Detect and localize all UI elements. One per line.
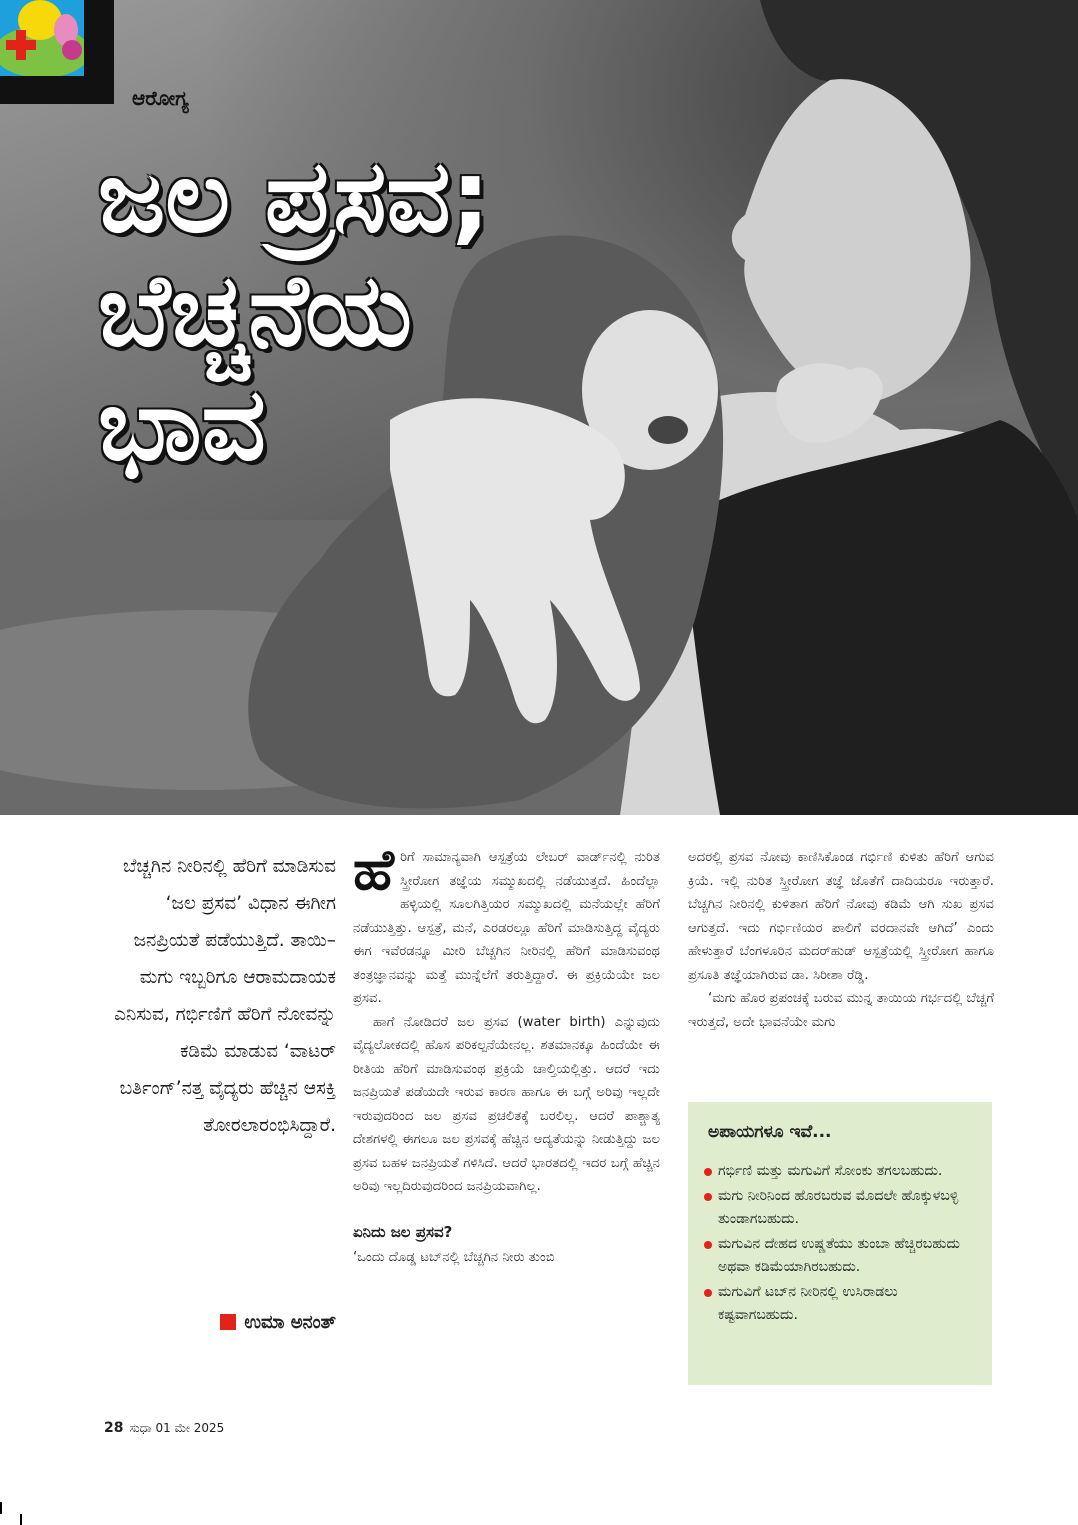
paragraph: ‘ಒಂದು ದೊಡ್ಡ ಟಬ್‌ನಲ್ಲಿ ಬೆಚ್ಚಗಿನ ನೀರು ತುಂಬಿ: [353, 1250, 555, 1265]
risks-sidebar-box: [688, 1102, 992, 1385]
subheading: ಏನಿದು ಜಲ ಪ್ರಸವ?: [353, 1222, 453, 1241]
title-line-2: ಬೆಚ್ಚನೆಯ: [98, 252, 412, 369]
list-item: ಮಗು ನೀರಿನಿಂದ ಹೊರಬರುವ ಮೊದಲೇ ಹೊಕ್ಕುಳಬಳ್ಳಿ ತುಂಡಾಗಬಹುದು.: [704, 1185, 976, 1231]
magazine-issue: ಸುಧಾ 01 ಮೇ 2025: [129, 1421, 225, 1435]
paragraph: ಅದರಲ್ಲಿ ಪ್ರಸವ ನೋವು ಕಾಣಿಸಿಕೊಂಡ ಗರ್ಭಿಣಿ ಕುಳಿತು ಹೆರಿಗೆ ಆಗುವ ಕ್ರಿಯೆ. ಇಲ್ಲಿ ನುರಿತ ಸ್ತ್ರೀರೋಗ ತಜ್ಞೆ ಜೊತೆಗೆ ದಾದಿಯರೂ ಇರುತ್ತಾರೆ. ಬೆಚ್ಚಗಿನ ನೀರಿನಲ್ಲಿ ಕುಳಿತಾಗ ಹೆರಿಗೆ ನೋವು ಕಡಿಮೆ ಆಗಿ ಸುಖ ಪ್ರಸವ ಆಗುತ್ತದೆ. ಇದು ಗರ್ಭಿಣಿಯರ ಪಾಲಿಗೆ ವರದಾನವೇ ಆಗಿದೆ’ ಎಂದು ಹೇಳುತ್ತಾರೆ ಬೆಂಗಳೂರಿನ ಮದರ್‌ಹುಡ್ ಆಸ್ಪತ್ರೆಯಲ್ಲಿ ಸ್ತ್ರೀರೋಗ ಹಾಗೂ ಪ್ರಸೂತಿ ತಜ್ಞೆಯಾಗಿರುವ ಡಾ. ಸಿರೀಶಾ ರೆಡ್ಡಿ.: [688, 850, 994, 983]
article-title: [98, 140, 618, 482]
paragraph: [353, 838, 660, 1011]
list-item: ಮಗುವಿಗೆ ಟಬ್‌ನ ನೀರಿನಲ್ಲಿ ಉಸಿರಾಡಲು ಕಷ್ಟವಾಗಬಹುದು.: [704, 1281, 976, 1327]
health-section-logo: [0, 0, 84, 76]
body-column-1: [353, 838, 660, 1270]
paragraph: ಹಾಗೆ ನೋಡಿದರೆ ಜಲ ಪ್ರಸವ (water birth) ಎನ್ನುವುದು ವೈದ್ಯಲೋಕದಲ್ಲಿ ಹೊಸ ಪರಿಕಲ್ಪನೆಯೇನಲ್ಲ. ಶತಮಾನಕ್ಕೂ ಹಿಂದೆಯೇ ಈ ರೀತಿಯ ಹೆರಿಗೆ ಮಾಡಿಸುವಂಥ ಪ್ರಕ್ರಿಯೆ ಚಾಲ್ತಿಯಲ್ಲಿತ್ತು. ಆದರೆ ಇದು ಜನಪ್ರಿಯತೆ ಪಡೆಯದೇ ಇರುವ ಕಾರಣ ಹಾಗೂ ಈ ಬಗ್ಗೆ ಅರಿವು ಇಲ್ಲದೇ ಇರುವುದರಿಂದ ಜಲ ಪ್ರಸವ ಪ್ರಚಲಿತಕ್ಕೆ ಬರಲಿಲ್ಲ. ಆದರೆ ಪಾಶ್ಚಾತ್ಯ ದೇಶಗಳಲ್ಲಿ ಈಗಲೂ ಜಲ ಪ್ರಸವಕ್ಕೆ ಹೆಚ್ಚಿನ ಆದ್ಯತೆಯನ್ನು ನೀಡುತ್ತಿದ್ದು ಜಲ ಪ್ರಸವ ಬಹಳ ಜನಪ್ರಿಯತೆ ಗಳಿಸಿದೆ. ಆದರೆ ಭಾರತದಲ್ಲಿ ಇದರ ಬಗ್ಗೆ ಹೆಚ್ಚಿನ ಅರಿವು ಇಲ್ಲದಿರುವುದರಿಂದ ಜನಪ್ರಿಯವಾಗಿಲ್ಲ.: [353, 1014, 660, 1194]
sidebar-title: ಅಪಾಯಗಳೂ ಇವೆ...: [708, 1122, 832, 1142]
paragraph: ‘ಮಗು ಹೊರ ಪ್ರಪಂಚಕ್ಕೆ ಬರುವ ಮುನ್ನ ತಾಯಿಯ ಗರ್ಭದಲ್ಲಿ ಬೆಚ್ಚಗೆ ಇರುತ್ತದೆ, ಅದೇ ಭಾವನೆಯೇ ಮಗು: [688, 991, 994, 1030]
title-line-1: ಜಲ ಪ್ರಸವ;: [98, 138, 491, 255]
risks-list: [704, 1160, 976, 1327]
list-item: ಮಗುವಿನ ದೇಹದ ಉಷ್ಣತೆಯು ತುಂಬಾ ಹೆಚ್ಚಿರಬಹುದು ಅಥವಾ ಕಡಿಮೆಯಾಗಿರಬಹುದು.: [704, 1233, 976, 1279]
body-column-2: [688, 846, 994, 1034]
page-footer: [104, 1420, 224, 1436]
page-number: 28: [104, 1420, 124, 1436]
byline-marker-icon: [220, 1314, 236, 1330]
list-item: ಗರ್ಭಿಣಿ ಮತ್ತು ಮಗುವಿಗೆ ಸೋಂಕು ತಗಲಬಹುದು.: [704, 1160, 976, 1183]
title-line-3: ಭಾವ: [98, 366, 266, 483]
crop-mark: [0, 1502, 2, 1514]
author-name: ಉಮಾ ಅನಂತ್: [244, 1312, 336, 1333]
section-label: ಆರೋಗ್ಯ: [132, 86, 189, 110]
article-deck: ಬೆಚ್ಚಗಿನ ನೀರಿನಲ್ಲಿ ಹೆರಿಗೆ ಮಾಡಿಸುವ ‘ಜಲ ಪ್ರಸವ’ ವಿಧಾನ ಈಗೀಗ ಜನಪ್ರಿಯತೆ ಪಡೆಯುತ್ತಿದೆ. ತಾಯಿ– ಮಗು ಇಬ್ಬರಿಗೂ ಆರಾಮದಾಯಕ ಎನಿಸುವ, ಗರ್ಭಿಣಿಗೆ ಹೆರಿಗೆ ನೋವನ್ನು ಕಡಿಮೆ ಮಾಡುವ ‘ವಾಟರ್ ಬರ್ತಿಂಗ್’ನತ್ತ ವೈದ್ಯರು ಹೆಚ್ಚಿನ ಆಸಕ್ತಿ ತೋರಲಾರಂಭಿಸಿದ್ದಾರೆ.: [114, 856, 336, 1136]
author-byline: [160, 1312, 336, 1333]
crop-mark: [20, 1514, 22, 1525]
paragraph-text: ರಿಗೆ ಸಾಮಾನ್ಯವಾಗಿ ಆಸ್ಪತ್ರೆಯ ಲೇಬರ್ ವಾರ್ಡ್‌ನಲ್ಲಿ ನುರಿತ ಸ್ತ್ರೀರೋಗ ತಜ್ಞೆಯ ಸಮ್ಮುಖದಲ್ಲಿ ನಡೆಯುತ್ತದೆ. ಹಿಂದೆಲ್ಲಾ ಹಳ್ಳಿಯಲ್ಲಿ ಸೂಲಗಿತ್ತಿಯರ ಸಮ್ಮುಖದಲ್ಲಿ ಮನೆಯಲ್ಲೇ ಹೆರಿಗೆ ನಡೆಯುತ್ತಿತ್ತು. ಆಸ್ಪತ್ರೆ, ಮನೆ, ಎರಡರಲ್ಲೂ ಹೆರಿಗೆ ಮಾಡಿಸುತ್ತಿದ್ದ ವೈದ್ಯರು ಈಗ ಇವೆರಡನ್ನೂ ಮೀರಿ ಬೆಚ್ಚಗಿನ ನೀರಿನಲ್ಲಿ ಹೆರಿಗೆ ಮಾಡಿಸುವಂಥ ತಂತ್ರಜ್ಞಾನವನ್ನು ಮತ್ತೆ ಮುನ್ನೆಲೆಗೆ ತರುತ್ತಿದ್ದಾರೆ. ಈ ಪ್ರಕ್ರಿಯೆಯೇ ಜಲ ಪ್ರಸವ.: [353, 850, 660, 1006]
drop-cap: ಹೆ: [353, 838, 395, 903]
